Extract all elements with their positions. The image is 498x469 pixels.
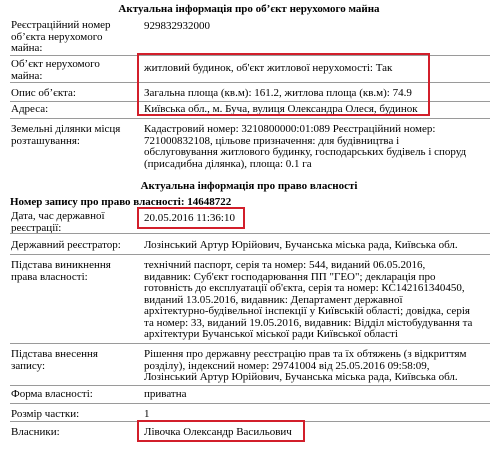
value-description: Загальна площа (кв.м): 161.2, житлова площа (кв.м): 74.9 bbox=[144, 87, 412, 99]
label-date: Дата, час державної реєстрації: bbox=[11, 210, 105, 234]
divider bbox=[10, 254, 490, 255]
divider bbox=[10, 403, 490, 404]
label-share: Розмір частки: bbox=[11, 408, 80, 420]
value-entry-basis: Рішення про державну реєстрацію прав та їх обтяжень (з відкриттям розділу), індексний номер: 29741004 від 25.05.2016 09:58:09, Лозінський Артур Юрійович, Бучанська міська рада, Київська обл. bbox=[144, 348, 467, 383]
highlight-box-object-info bbox=[137, 53, 430, 116]
value-owners: Лівочка Олександр Васильович bbox=[144, 426, 292, 438]
label-land: Земельні ділянки місця розташування: bbox=[11, 123, 121, 147]
section-title-property: Актуальна інформація про об’єкт нерухомого майна bbox=[118, 3, 380, 15]
label-registrar: Державний реєстратор: bbox=[11, 239, 121, 251]
value-registrar: Лозінський Артур Юрійович, Бучанська міська рада, Київська обл. bbox=[144, 239, 458, 251]
record-number: Номер запису про право власності: 14648722 bbox=[10, 196, 232, 208]
label-description: Опис об’єкта: bbox=[11, 87, 76, 99]
label-owners: Власники: bbox=[11, 426, 60, 438]
highlight-box-owners bbox=[137, 420, 305, 442]
label-object-type: Об’єкт нерухомого майна: bbox=[11, 58, 100, 82]
value-reg-number: 929832932000 bbox=[144, 20, 210, 32]
value-ownership-form: приватна bbox=[144, 388, 187, 400]
label-basis: Підстава виникнення права власності: bbox=[11, 259, 111, 283]
divider bbox=[10, 343, 490, 344]
divider bbox=[10, 118, 490, 119]
value-basis: технічний паспорт, серія та номер: 544, виданий 06.05.2016, видавник: Суб'єкт господарювання ПП "ГЕО"; декларація про готовність до експлуатації об'єкта, серія та номер: КС142161340450, виданий 13.05.2016, видавник: Департамент державної архітектурно-будівельної інспекції у Київській області; довідка, серія та номер: 33, виданий 19.05.2016, видавник: Відділ містобудування та архітектури Бучанської міської ради Київської області bbox=[144, 259, 473, 340]
value-land: Кадастровий номер: 3210800000:01:089 Реєстраційний номер: 721000832108, цільове призначення: для будівництва і обслуговування житлового будинку, господарських будівель і споруд (присадибна ділянка), площа: 0.1 га bbox=[144, 123, 467, 170]
label-reg-number: Реєстраційний номер об’єкта нерухомого майна: bbox=[11, 19, 111, 54]
divider bbox=[10, 385, 490, 386]
highlight-box-date bbox=[137, 207, 245, 229]
divider bbox=[10, 233, 490, 234]
value-address: Київська обл., м. Буча, вулиця Олександра Олеся, будинок bbox=[144, 103, 418, 115]
value-date: 20.05.2016 11:36:10 bbox=[144, 212, 235, 224]
label-ownership-form: Форма власності: bbox=[11, 388, 93, 400]
value-share: 1 bbox=[144, 408, 150, 420]
section-title-ownership: Актуальна інформація про право власності bbox=[140, 180, 358, 192]
label-entry-basis: Підстава внесення запису: bbox=[11, 348, 98, 372]
value-object-type: житловий будинок, об'єкт житлової нерухомості: Так bbox=[144, 62, 393, 74]
label-address: Адреса: bbox=[11, 103, 49, 115]
